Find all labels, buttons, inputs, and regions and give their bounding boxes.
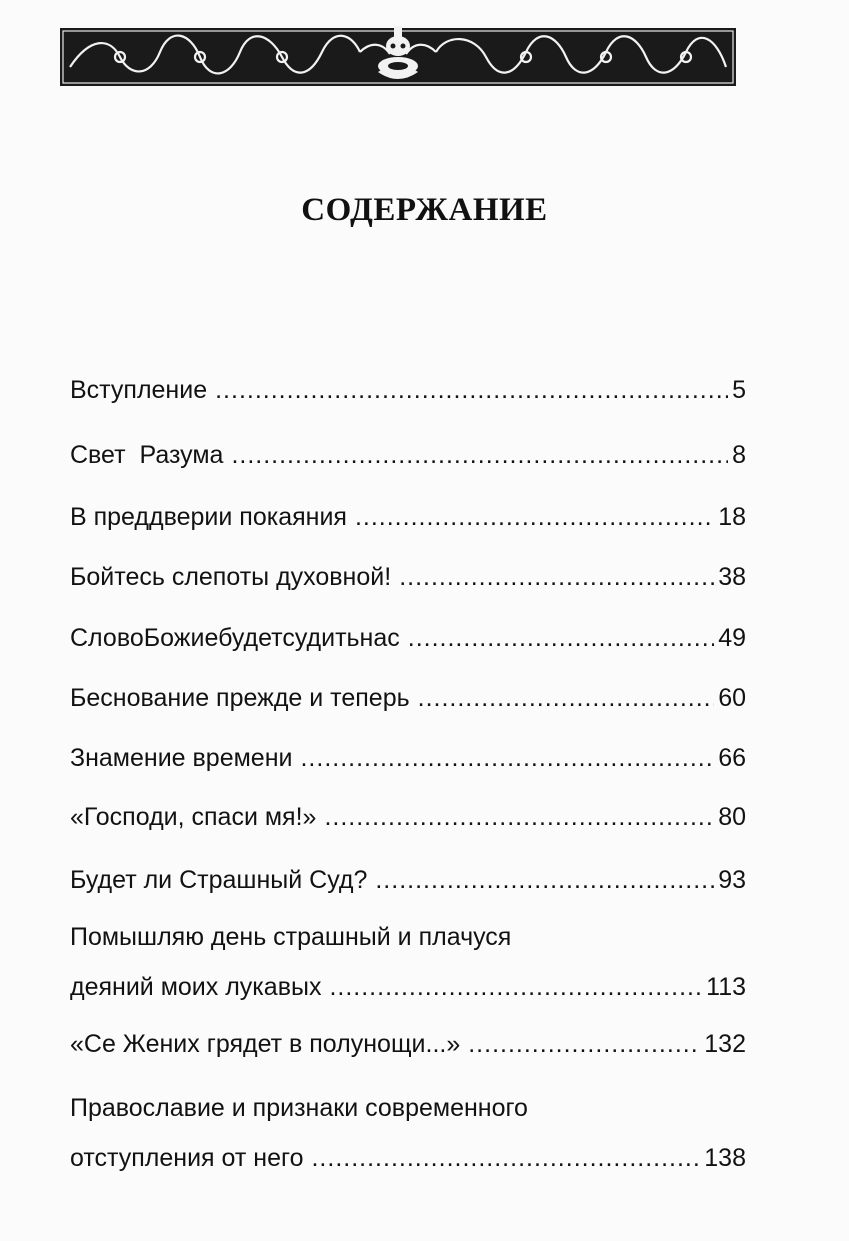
toc-entry-title: В преддверии покаяния	[70, 503, 347, 531]
dot-leader	[418, 668, 715, 728]
toc-entry	[70, 668, 746, 728]
toc-entry	[70, 547, 746, 607]
toc-entry-title: Будет ли Страшный Суд?	[70, 866, 368, 894]
dot-leader	[231, 425, 728, 485]
toc-entry	[70, 1014, 746, 1074]
dot-leader	[215, 360, 728, 420]
toc-entry-title: Беснование прежде и теперь	[70, 684, 410, 712]
toc-entry-page: 66	[718, 744, 746, 772]
toc-entry-title: «Господи, спаси мя!»	[70, 803, 317, 831]
toc-entry-page: 38	[718, 563, 746, 591]
dot-leader	[375, 850, 714, 910]
toc-entry-title: Свет Разума	[70, 441, 224, 469]
toc-entry-title: Знамение времени	[70, 744, 293, 772]
toc-entry	[70, 425, 746, 485]
dot-leader	[311, 1133, 700, 1183]
dot-leader	[408, 608, 714, 668]
toc-entry	[70, 728, 746, 788]
dot-leader	[355, 487, 714, 547]
toc-entry-title: «Се Жених грядет в полунощи...»	[70, 1030, 461, 1058]
toc-entry-page: 8	[732, 441, 746, 469]
toc-entry	[70, 850, 746, 910]
toc-entry-title-first-line: Православие и признаки современного	[70, 1094, 528, 1122]
toc-entry-title: деяний моих лукавых	[70, 973, 322, 1001]
toc-entry-page: 5	[732, 376, 746, 404]
toc-entry-page: 138	[704, 1144, 746, 1172]
toc-entry-title: Бойтесь слепоты духовной!	[70, 563, 392, 591]
dot-leader	[468, 1014, 700, 1074]
toc-entry	[70, 608, 746, 668]
toc-entry	[70, 912, 746, 1012]
dot-leader	[329, 962, 702, 1012]
toc-entry	[70, 1083, 746, 1183]
toc-entry-title: Вступление	[70, 376, 208, 404]
dot-leader	[300, 728, 714, 788]
toc-entry-title-first-line: Помышляю день страшный и плачуся	[70, 923, 512, 951]
toc-entry	[70, 787, 746, 847]
toc-entry	[70, 360, 746, 420]
toc-entry-page: 113	[706, 973, 746, 1001]
toc-entry-page: 60	[718, 684, 746, 712]
toc-entry-title: СловоБожиебудетсудитьнас	[70, 624, 400, 652]
toc-entry-page: 132	[704, 1030, 746, 1058]
toc-entry-page: 80	[718, 803, 746, 831]
toc-entry-page: 93	[718, 866, 746, 894]
dot-leader	[399, 547, 714, 607]
page-title: СОДЕРЖАНИЕ	[301, 192, 548, 228]
toc-entry	[70, 487, 746, 547]
toc-entry-title: отступления от него	[70, 1144, 304, 1172]
toc-entry-page: 18	[718, 503, 746, 531]
decorative-ornament-border	[60, 22, 736, 92]
dot-leader	[324, 787, 714, 847]
toc-entry-page: 49	[718, 624, 746, 652]
